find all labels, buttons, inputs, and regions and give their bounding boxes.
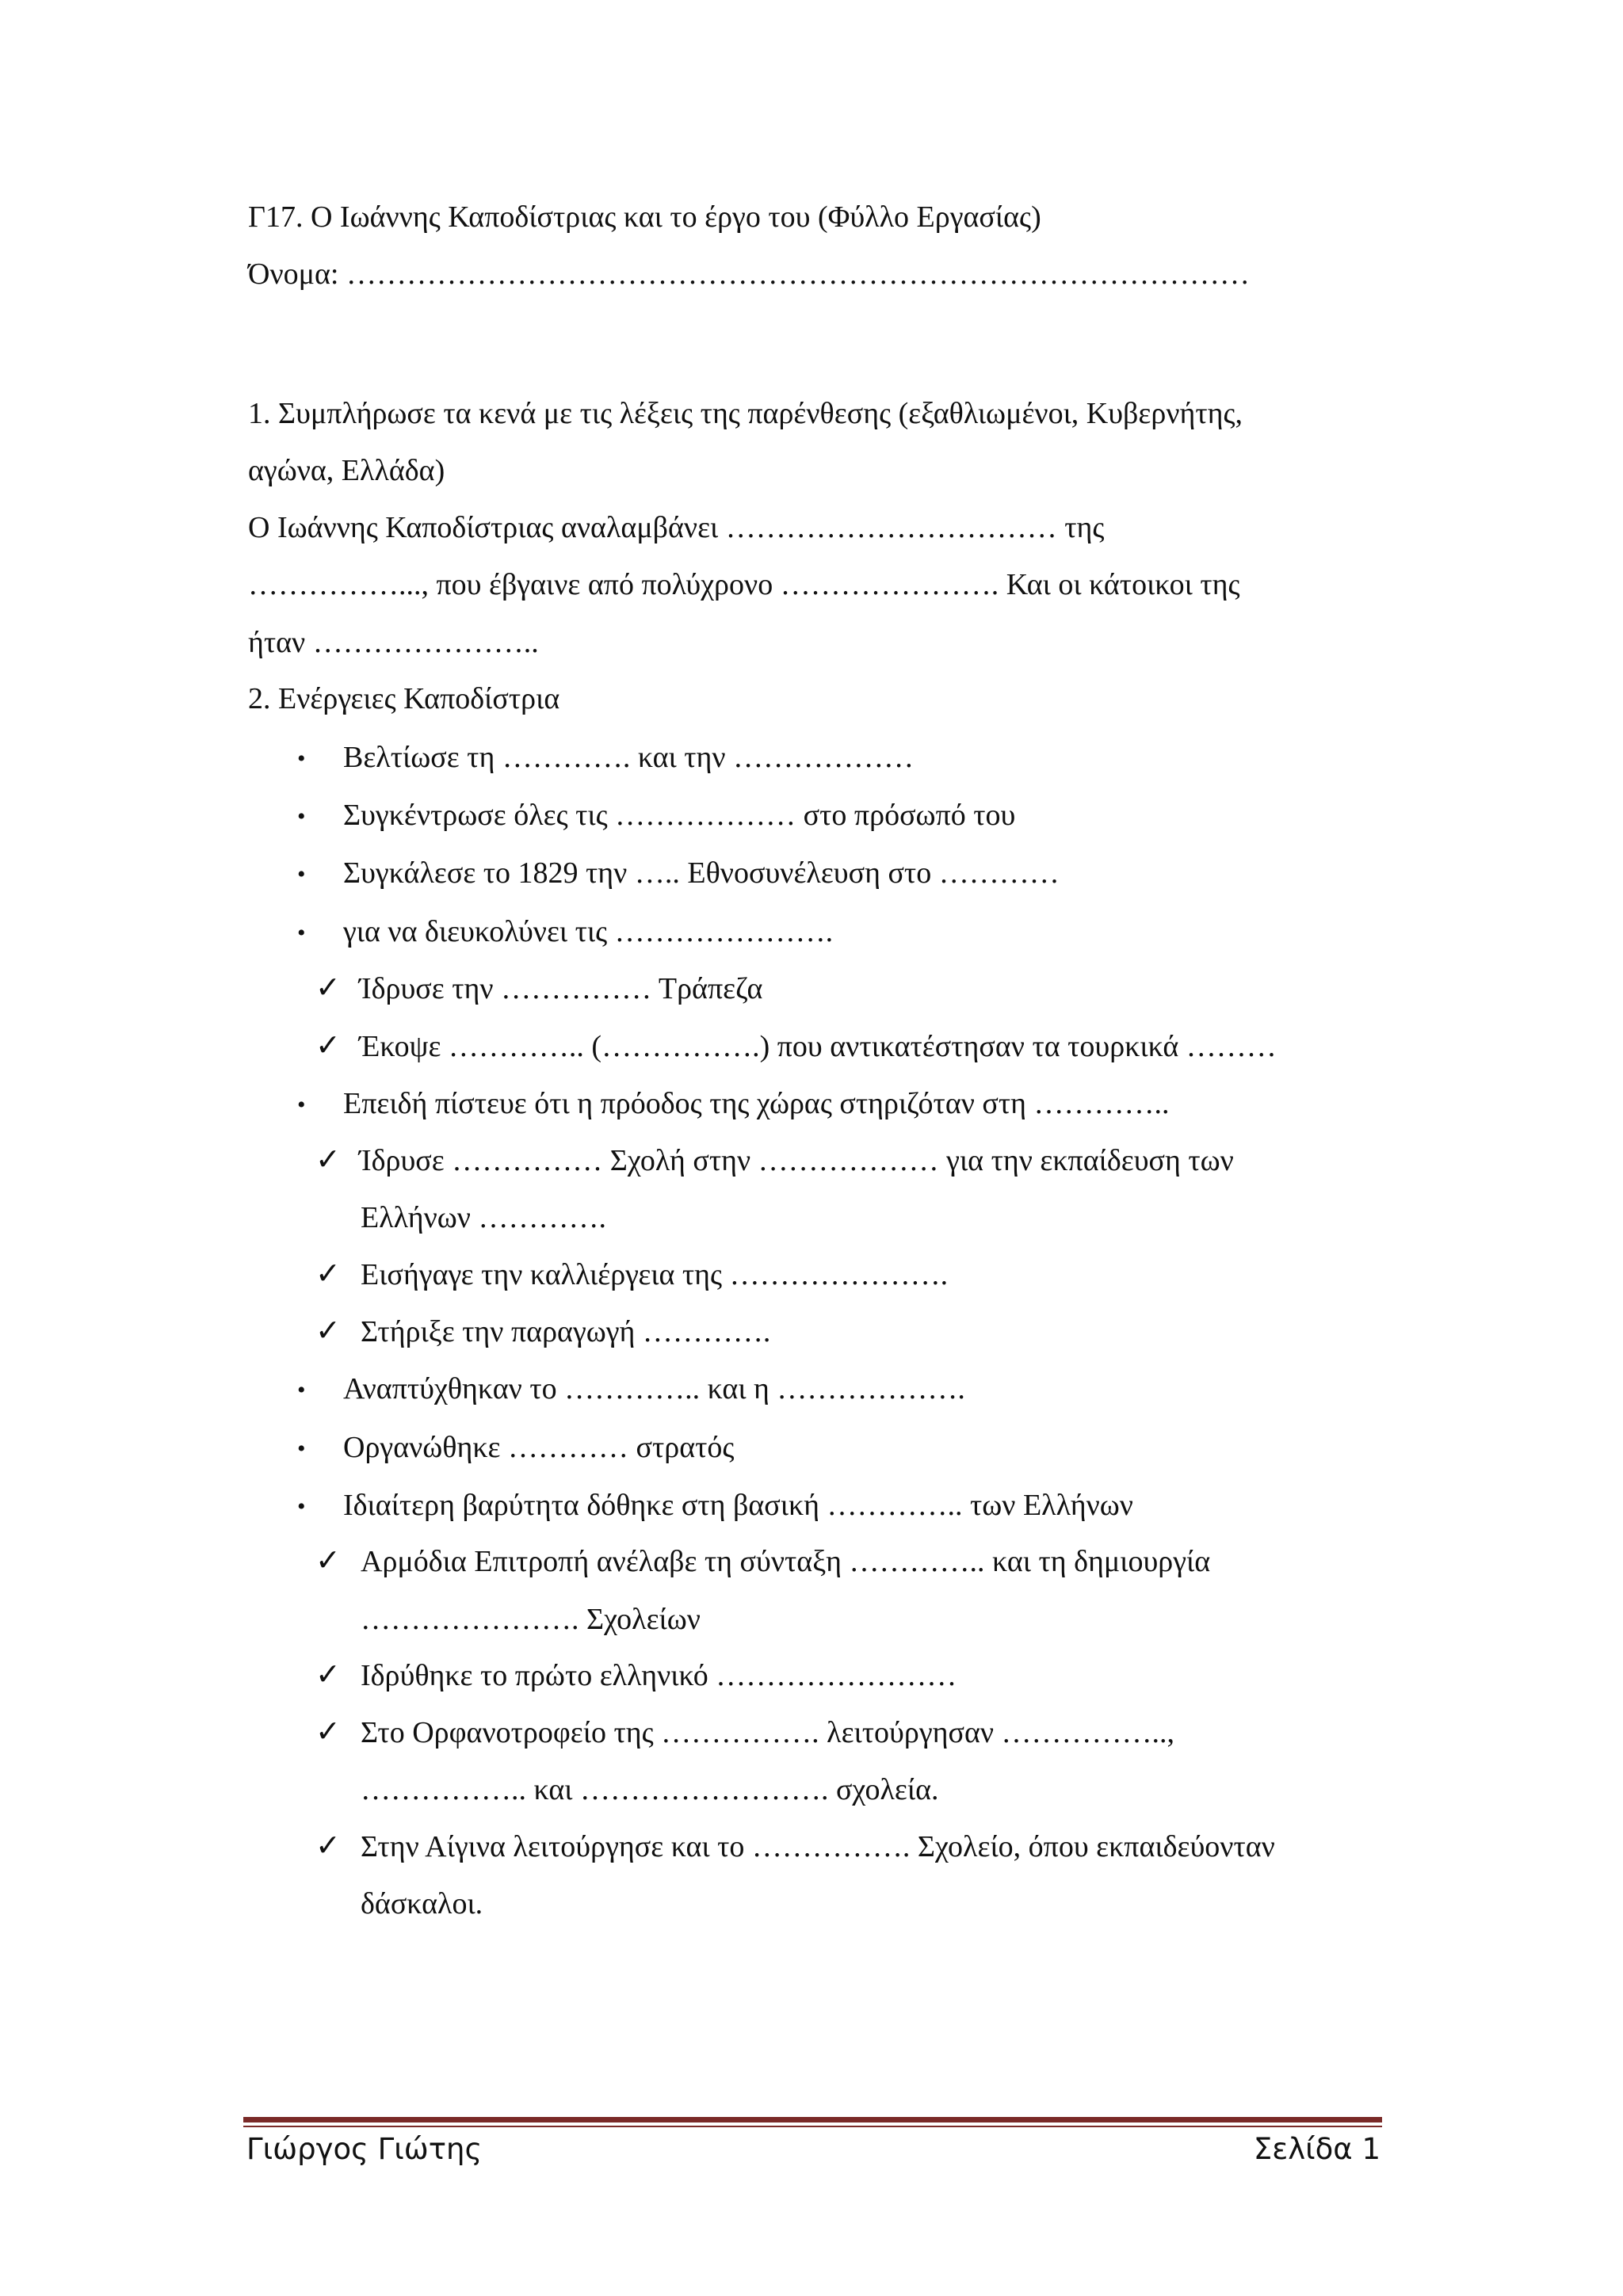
list-item: Έκοψε ………….. (…………….) που αντικατέστησαν τα τουρκικά ………	[359, 1030, 1277, 1063]
name-line: Όνομα: ………………………………………………………………………………	[248, 257, 1250, 291]
checkmark-icon: ✓	[315, 1029, 341, 1062]
list-item-continuation: …………………. Σχολείων	[361, 1603, 701, 1636]
list-item-continuation: Ελλήνων ………….	[361, 1201, 606, 1234]
checkmark-icon: ✓	[315, 971, 341, 1005]
list-item: για να διευκολύνει τις ………………….	[343, 915, 834, 948]
bullet-icon: •	[297, 1436, 306, 1462]
list-item: Αρμόδια Επιτροπή ανέλαβε τη σύνταξη ………….. και τη δημιουργία	[361, 1545, 1211, 1578]
bullet-icon: •	[297, 1493, 306, 1520]
bullet-icon: •	[297, 861, 306, 887]
list-item: Επειδή πίστευε ότι η πρόοδος της χώρας στηριζόταν στη …………..	[343, 1087, 1170, 1120]
checkmark-icon: ✓	[315, 1257, 341, 1291]
list-item: Βελτίωσε τη …………. και την ………………	[343, 741, 915, 774]
bullet-icon: •	[297, 1092, 306, 1118]
exercise1-heading-line1: 1. Συμπλήρωσε τα κενά με τις λέξεις της παρένθεσης (εξαθλιωμένοι, Κυβερνήτης,	[248, 397, 1243, 430]
footer-rule-thin	[243, 2126, 1382, 2127]
bullet-icon: •	[297, 920, 306, 946]
footer-rule-thick	[243, 2117, 1382, 2122]
list-item: Οργανώθηκε ………… στρατός	[343, 1431, 735, 1464]
list-item: Ιδρύθηκε το πρώτο ελληνικό ……………………	[361, 1659, 957, 1692]
checkmark-icon: ✓	[315, 1658, 341, 1691]
checkmark-icon: ✓	[315, 1544, 341, 1577]
exercise1-text-line2: ……………..., που έβγαινε από πολύχρονο …………………. Και οι κάτοικοι της	[248, 568, 1240, 601]
list-item: Ίδρυσε την …………… Τράπεζα	[359, 972, 763, 1005]
exercise1-text-line3: ήταν …………………..	[248, 626, 539, 659]
list-item-continuation: δάσκαλοι.	[361, 1887, 483, 1920]
list-item: Στήριξε την παραγωγή ………….	[361, 1315, 771, 1348]
footer-author: Γιώργος Γιώτης	[246, 2132, 483, 2166]
list-item: Στην Αίγινα λειτούργησε και το ……………. Σχολείο, όπου εκπαιδεύονταν	[361, 1830, 1275, 1863]
bullet-icon: •	[297, 803, 306, 830]
exercise1-text-line1: Ο Ιωάννης Καποδίστριας αναλαμβάνει …………………………… της	[248, 511, 1105, 544]
checkmark-icon: ✓	[315, 1314, 341, 1348]
footer-page-number: Σελίδα 1	[1253, 2132, 1381, 2166]
list-item: Συγκέντρωσε όλες τις ……………… στο πρόσωπό του	[343, 799, 1016, 832]
document-title: Γ17. Ο Ιωάννης Καποδίστριας και το έργο του (Φύλλο Εργασίας)	[248, 200, 1041, 234]
list-item: Αναπτύχθηκαν το ………….. και η ……………….	[343, 1372, 965, 1405]
list-item: Εισήγαγε την καλλιέργεια της ………………….	[361, 1258, 949, 1291]
bullet-icon: •	[297, 746, 306, 772]
checkmark-icon: ✓	[315, 1829, 341, 1863]
checkmark-icon: ✓	[315, 1143, 341, 1177]
checkmark-icon: ✓	[315, 1715, 341, 1749]
list-item: Ίδρυσε …………… Σχολή στην ……………… για την εκπαίδευση των	[359, 1144, 1234, 1177]
list-item: Στο Ορφανοτροφείο της ……………. λειτούργησαν ……………..,	[361, 1716, 1175, 1749]
list-item: Συγκάλεσε το 1829 την ….. Εθνοσυνέλευση στο …………	[343, 856, 1060, 890]
exercise2-heading: 2. Ενέργειες Καποδίστρια	[248, 682, 560, 715]
bullet-icon: •	[297, 1377, 306, 1403]
list-item: Ιδιαίτερη βαρύτητα δόθηκε στη βασική ………….. των Ελλήνων	[343, 1489, 1133, 1522]
exercise1-heading-line2: αγώνα, Ελλάδα)	[248, 454, 445, 487]
list-item-continuation: …………….. και ……………………. σχολεία.	[361, 1773, 939, 1806]
